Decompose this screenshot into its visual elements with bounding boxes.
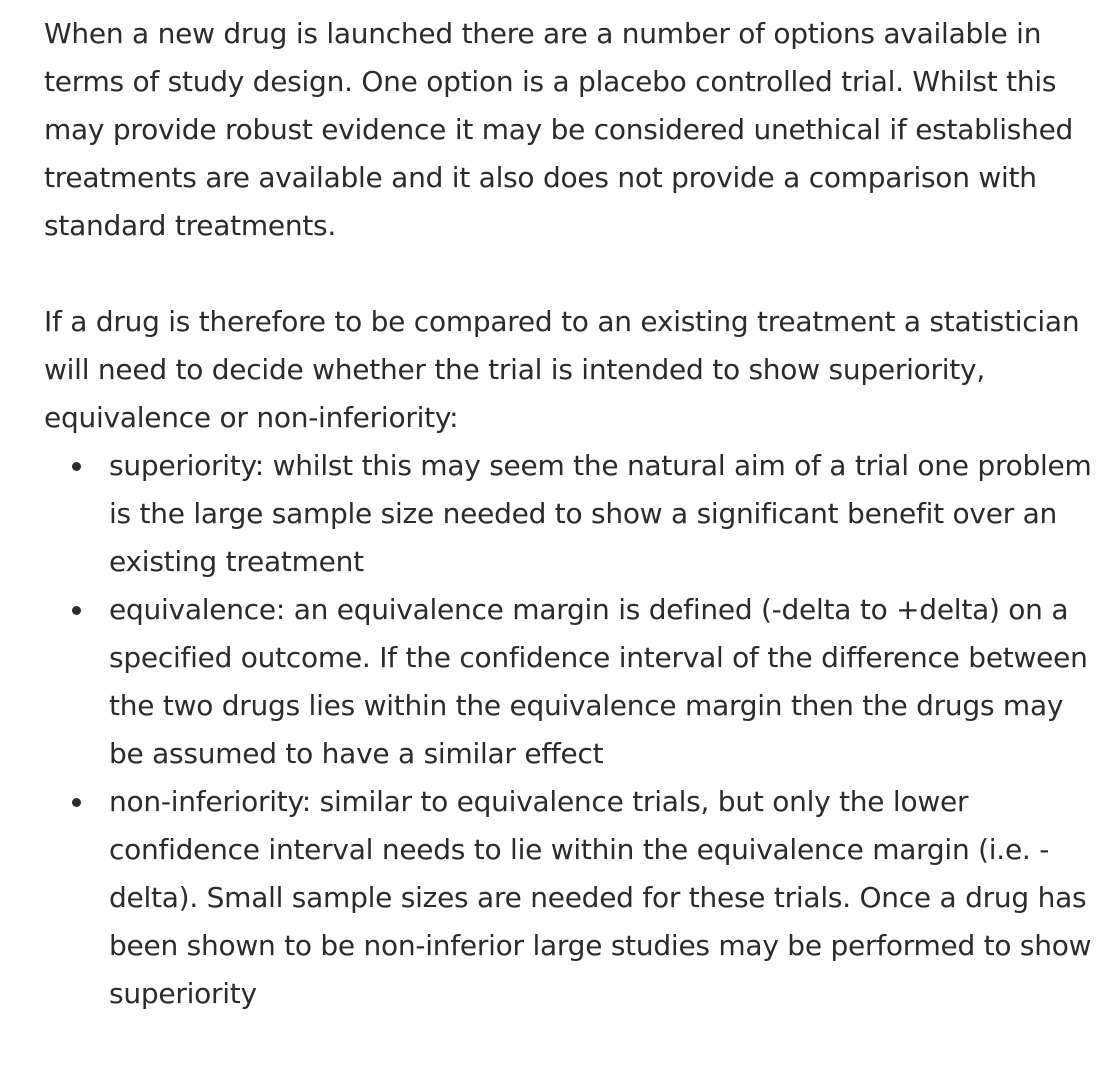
list-item-text: equivalence: an equivalence margin is defined (-delta to +delta) on a specified outcome. If the confidence interval of the difference between the two drugs lies within the equivalence margin then the drugs may be assumed to have a similar effect xyxy=(109,593,1088,770)
article-body xyxy=(44,10,1094,1018)
trial-types-list xyxy=(44,442,1094,1018)
comparison-paragraph: If a drug is therefore to be compared to an existing treatment a statistician will need to decide whether the trial is intended to show superiority, equivalence or non-inferiority: xyxy=(44,305,1080,434)
list-item-text: non-inferiority: similar to equivalence trials, but only the lower confidence interval needs to lie within the equivalence margin (i.e. -delta). Small sample sizes are needed for these trials. Once a drug has been shown to be non-inferior large studies may be performed to show superiority xyxy=(109,785,1092,1010)
list-item-text: superiority: whilst this may seem the natural aim of a trial one problem is the large sample size needed to show a significant benefit over an existing treatment xyxy=(109,449,1092,578)
bullet-icon xyxy=(72,462,81,471)
list-item-equivalence xyxy=(44,586,1094,778)
intro-paragraph: When a new drug is launched there are a number of options available in terms of study design. One option is a placebo controlled trial. Whilst this may provide robust evidence it may be considered unethical if established treatments are available and it also does not provide a comparison with standard treatments. xyxy=(44,17,1074,242)
bullet-icon xyxy=(72,606,81,615)
list-item-superiority xyxy=(44,442,1094,586)
paragraph-spacer xyxy=(44,250,1094,298)
bullet-icon xyxy=(72,798,81,807)
list-item-non-inferiority xyxy=(44,778,1094,1018)
